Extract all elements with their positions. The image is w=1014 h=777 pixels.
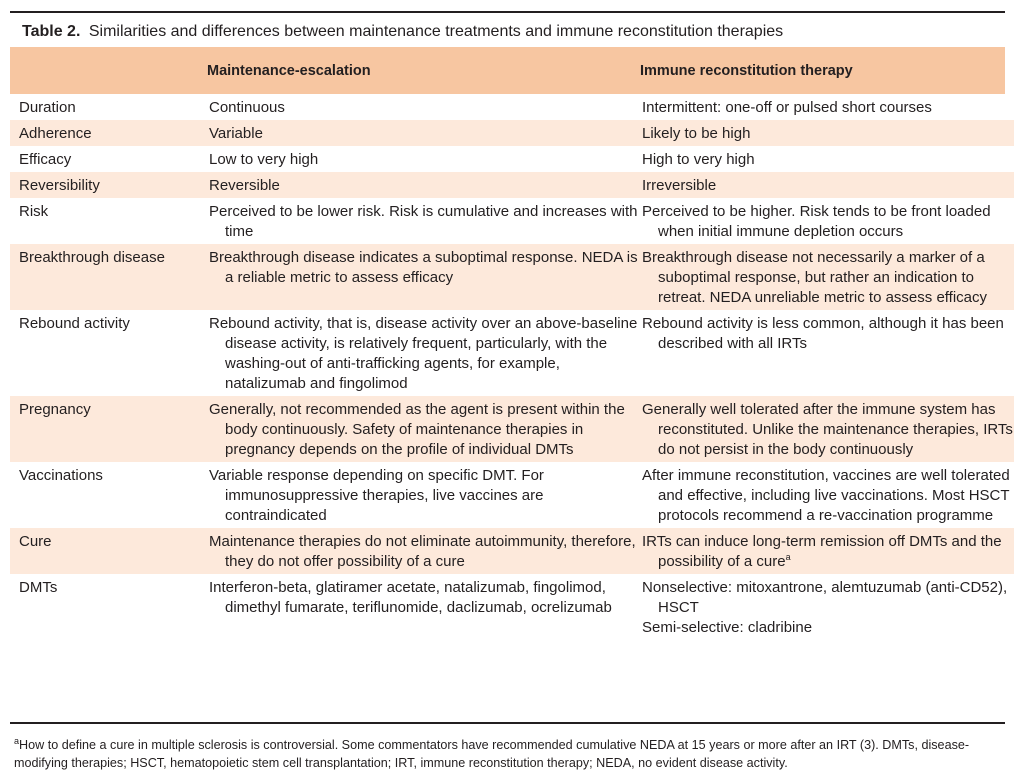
table-body [10, 94, 1014, 640]
maintenance-cell [209, 172, 642, 198]
maintenance-text: Variable [209, 125, 263, 142]
irt-text: Likely to be high [642, 125, 751, 142]
table-row [10, 244, 1014, 310]
header-irt: Immune reconstitution therapy [640, 63, 853, 79]
table-row [10, 146, 1014, 172]
row-label: Vaccinations [19, 467, 103, 484]
irt-line [642, 150, 1014, 170]
maintenance-text: Reversible [209, 177, 280, 194]
table-row [10, 172, 1014, 198]
irt-line [642, 124, 1014, 144]
irt-cell [642, 172, 1014, 198]
irt-cell [642, 462, 1014, 528]
table-row [10, 396, 1014, 462]
table-row [10, 198, 1014, 244]
maintenance-cell [209, 528, 642, 574]
irt-cell [642, 310, 1014, 396]
irt-text: High to very high [642, 151, 755, 168]
row-label-cell [10, 120, 209, 146]
irt-text-extra: Semi-selective: cladribine [642, 619, 813, 636]
maintenance-text: Rebound activity, that is, disease activity over an above-baseline disease activity, is relatively frequent, particularly, with the washing-out of anti-trafficking agents, for example, natalizumab and fingolimod [209, 315, 638, 392]
maintenance-text: Interferon-beta, glatiramer acetate, natalizumab, fingolimod, dimethyl fumarate, teriflunomide, daclizumab, ocrelizumab [209, 579, 612, 616]
table-row [10, 462, 1014, 528]
maintenance-text: Perceived to be lower risk. Risk is cumulative and increases with time [209, 203, 638, 240]
maintenance-cell [209, 94, 642, 120]
table-title: Similarities and differences between maintenance treatments and immune reconstitution therapies [88, 23, 784, 40]
row-label: Risk [19, 203, 49, 220]
irt-text: Breakthrough disease not necessarily a marker of a suboptimal response, but rather an indication to retreat. NEDA unreliable metric to assess efficacy [642, 249, 988, 306]
irt-text: Generally well tolerated after the immune system has reconstituted. Unlike the maintenance therapies, IRTs do not persist in the body continuously [642, 401, 1013, 458]
table-row [10, 120, 1014, 146]
irt-text: After immune reconstitution, vaccines are well tolerated and effective, including live vaccinations. Most HSCT protocols recommend a re-vaccination programme [642, 467, 1010, 524]
irt-cell [642, 574, 1014, 640]
irt-cell [642, 396, 1014, 462]
maintenance-text: Maintenance therapies do not eliminate autoimmunity, therefore, they do not offer possibility of a cure [209, 533, 636, 570]
maintenance-cell [209, 462, 642, 528]
irt-line [642, 466, 1014, 526]
maintenance-cell [209, 146, 642, 172]
footnote-text: How to define a cure in multiple sclerosis is controversial. Some commentators have recommended cumulative NEDA at 15 years or more after an IRT (3). DMTs, disease-modifying therapies; HSCT, hematopoietic stem cell transplantation; IRT, immune reconstitution therapy; NEDA, no evident disease activity. [14, 738, 970, 770]
table-caption [22, 22, 783, 42]
maintenance-cell [209, 310, 642, 396]
table-footer [10, 722, 1005, 772]
row-label-cell [10, 198, 209, 244]
table-row [10, 310, 1014, 396]
maintenance-cell [209, 396, 642, 462]
row-label-cell [10, 94, 209, 120]
irt-cell [642, 528, 1014, 574]
row-label: Pregnancy [19, 401, 91, 418]
irt-cell [642, 198, 1014, 244]
row-label: DMTs [19, 579, 58, 596]
footnote [14, 736, 1005, 772]
irt-line [642, 202, 1014, 242]
irt-line [642, 98, 1014, 118]
maintenance-text: Low to very high [209, 151, 319, 168]
maintenance-cell [209, 198, 642, 244]
maintenance-text: Variable response depending on specific DMT. For immunosuppressive therapies, live vaccines are contraindicated [209, 467, 544, 524]
row-label-cell [10, 244, 209, 310]
maintenance-text: Breakthrough disease indicates a suboptimal response. NEDA is a reliable metric to assess efficacy [209, 249, 638, 286]
irt-text: IRTs can induce long-term remission off DMTs and the possibility of a cure [642, 533, 1002, 570]
irt-line [642, 578, 1014, 618]
irt-line [642, 248, 1014, 308]
table-header-band [10, 47, 1005, 94]
table-row [10, 528, 1014, 574]
top-rule [10, 11, 1005, 13]
maintenance-cell [209, 120, 642, 146]
irt-text: Nonselective: mitoxantrone, alemtuzumab (anti-CD52), HSCT [642, 579, 1008, 616]
row-label-cell [10, 396, 209, 462]
maintenance-cell [209, 244, 642, 310]
row-label: Breakthrough disease [19, 249, 165, 266]
row-label-cell [10, 172, 209, 198]
row-label: Rebound activity [19, 315, 130, 332]
table-row [10, 94, 1014, 120]
footnote-marker: a [14, 735, 20, 746]
irt-text: Perceived to be higher. Risk tends to be front loaded when initial immune depletion occurs [642, 203, 991, 240]
maintenance-text: Continuous [209, 99, 285, 116]
irt-line [642, 176, 1014, 196]
irt-cell [642, 94, 1014, 120]
irt-line [642, 314, 1014, 354]
row-label-cell [10, 146, 209, 172]
header-maintenance: Maintenance-escalation [207, 63, 371, 79]
comparison-table [10, 94, 1014, 640]
row-label-cell [10, 462, 209, 528]
footnote-reference: a [785, 552, 791, 562]
irt-text: Rebound activity is less common, although it has been described with all IRTs [642, 315, 1004, 352]
maintenance-cell [209, 574, 642, 640]
table-row [10, 574, 1014, 640]
irt-cell [642, 120, 1014, 146]
table-number: Table 2. [22, 23, 81, 40]
row-label: Cure [19, 533, 52, 550]
row-label-cell [10, 528, 209, 574]
row-label-cell [10, 574, 209, 640]
maintenance-text: Generally, not recommended as the agent is present within the body continuously. Safety of maintenance therapies in pregnancy depends on the profile of individual DMTs [209, 401, 625, 458]
row-label: Reversibility [19, 177, 100, 194]
row-label: Efficacy [19, 151, 72, 168]
row-label: Adherence [19, 125, 92, 142]
irt-cell [642, 244, 1014, 310]
row-label-cell [10, 310, 209, 396]
irt-line [642, 532, 1014, 572]
irt-cell [642, 146, 1014, 172]
bottom-rule [10, 722, 1005, 724]
irt-text: Irreversible [642, 177, 717, 194]
irt-line [642, 400, 1014, 460]
row-label: Duration [19, 99, 76, 116]
irt-text: Intermittent: one-off or pulsed short courses [642, 99, 932, 116]
